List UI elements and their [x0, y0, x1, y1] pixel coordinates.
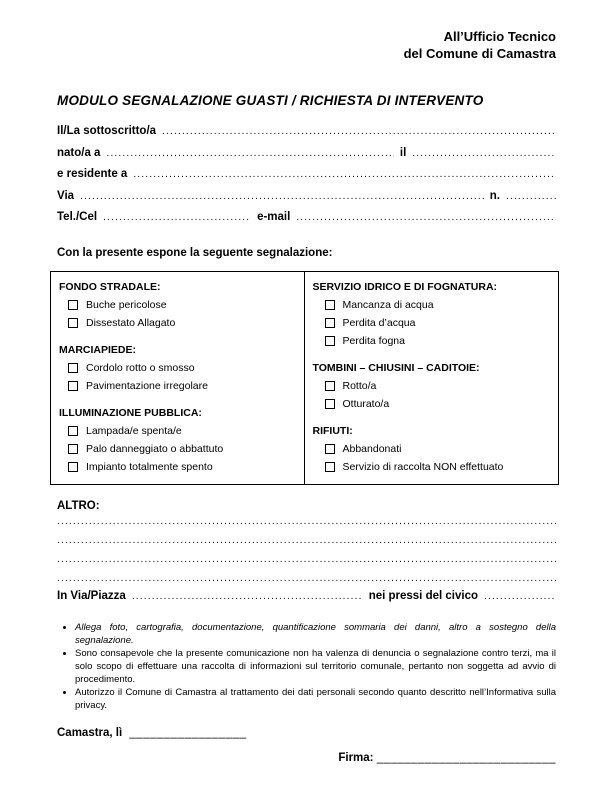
signature-row	[57, 752, 556, 764]
email-fill-line	[296, 212, 556, 223]
recipient-block	[57, 28, 556, 62]
checkbox-item	[313, 332, 551, 350]
checkbox[interactable]	[68, 426, 78, 436]
checkbox-item	[59, 422, 296, 440]
category-heading: FONDO STRADALE:	[59, 280, 161, 293]
form-title: MODULO SEGNALAZIONE GUASTI / RICHIESTA DI INTERVENTO	[57, 93, 484, 108]
sottoscritto-fill-line	[162, 126, 556, 137]
data-nascita-fill-line	[412, 148, 556, 159]
checkbox[interactable]	[325, 399, 335, 409]
categories-column-left	[51, 272, 305, 484]
residente-fill-line	[133, 169, 556, 180]
checkbox-label: Lampada/e spenta/e	[86, 424, 182, 437]
checkbox[interactable]	[68, 444, 78, 454]
categories-column-right	[305, 272, 559, 484]
checkbox-label: Buche pericolose	[86, 298, 167, 311]
notes-list	[57, 621, 556, 712]
via-piazza-fill-line	[132, 591, 363, 602]
email-label: e-mail	[257, 211, 291, 223]
category-rifiuti	[313, 422, 551, 476]
field-contatti	[57, 211, 556, 233]
category-heading: RIFIUTI:	[312, 424, 353, 437]
checkbox-label: Servizio di raccolta NON effettuato	[342, 460, 504, 473]
altro-fill-line	[57, 569, 556, 588]
category-servizio-idrico	[313, 278, 551, 350]
checkbox[interactable]	[68, 300, 78, 310]
il-label: il	[399, 146, 407, 159]
checkbox-item	[313, 314, 551, 332]
field-sottoscritto	[57, 125, 556, 147]
altro-heading: ALTRO:	[57, 499, 100, 512]
recipient-line-2: del Comune di Camastra	[403, 46, 556, 61]
checkbox-label: Perdita fogna	[342, 334, 405, 347]
checkbox-item	[59, 458, 296, 476]
numero-civico-fill-line	[506, 191, 556, 202]
checkbox[interactable]	[325, 462, 335, 472]
checkbox-label: Abbandonati	[342, 442, 402, 455]
checkbox[interactable]	[68, 381, 78, 391]
civico-fill-line	[484, 591, 556, 602]
nato-label: nato/a a	[57, 146, 101, 159]
checkbox-item	[59, 377, 296, 395]
firma-label: Firma:	[338, 752, 374, 764]
category-heading: MARCIAPIEDE:	[59, 343, 137, 356]
via-label: Via	[57, 189, 75, 202]
via-piazza-label: In Via/Piazza	[57, 589, 126, 602]
category-illuminazione	[59, 404, 296, 476]
checkbox-item	[313, 395, 551, 413]
note-item: • Allega foto, cartografia, documentazione, quantificazione sommaria dei danni, altro a sostegno della segnalazione.	[75, 621, 556, 647]
checkbox[interactable]	[325, 300, 335, 310]
date-place-label: Camastra, lì	[57, 727, 123, 739]
altro-fill-line	[57, 531, 556, 550]
checkbox-item	[313, 296, 551, 314]
residente-label: e residente a	[57, 168, 128, 180]
checkbox-item	[59, 440, 296, 458]
checkbox[interactable]	[68, 462, 78, 472]
checkbox-item	[59, 296, 296, 314]
category-heading: TOMBINI – CHIUSINI – CADITOIE:	[312, 361, 480, 374]
location-row	[57, 590, 556, 612]
category-heading: SERVIZIO IDRICO E DI FOGNATURA:	[312, 280, 498, 293]
sottoscritto-label: Il/La sottoscritto/a	[57, 125, 157, 137]
checkbox-item	[59, 314, 296, 332]
recipient-line-1: All’Ufficio Tecnico	[443, 29, 556, 44]
date-row	[57, 727, 556, 739]
checkbox[interactable]	[325, 381, 335, 391]
checkbox[interactable]	[68, 318, 78, 328]
altro-fill-line	[57, 512, 556, 531]
field-via	[57, 190, 556, 212]
checkbox-label: Perdita d’acqua	[342, 316, 416, 329]
checkbox-label: Otturato/a	[342, 397, 390, 410]
nato-fill-line	[106, 148, 393, 159]
checkbox-item	[59, 359, 296, 377]
field-nato	[57, 147, 556, 169]
tel-label: Tel./Cel	[57, 211, 98, 223]
personal-data-block	[57, 125, 556, 233]
date-fill-line: _________________	[129, 727, 247, 739]
checkbox[interactable]	[325, 318, 335, 328]
checkbox-label: Cordolo rotto o smosso	[86, 361, 195, 374]
tel-fill-line	[103, 212, 251, 223]
checkbox[interactable]	[68, 363, 78, 373]
checkbox-item	[313, 377, 551, 395]
checkbox-label: Palo danneggiato o abbattuto	[86, 442, 224, 455]
field-residente	[57, 168, 556, 190]
checkbox-item	[313, 458, 551, 476]
civico-label: nei pressi del civico	[368, 589, 478, 602]
via-fill-line	[80, 191, 484, 202]
note-item: • Sono consapevole che la presente comunicazione non ha valenza di denuncia o segnalazione contro terzi, ma il solo scopo di effettuare una raccolta di informazioni sul territorio comunale, pertanto non soggetta ad avvio di procedimento.	[75, 647, 556, 686]
checkbox[interactable]	[325, 444, 335, 454]
checkbox-label: Mancanza di acqua	[342, 298, 434, 311]
checkbox-label: Rotto/a	[342, 379, 377, 392]
category-tombini	[313, 359, 551, 413]
altro-fill-line	[57, 550, 556, 569]
category-heading: ILLUMINAZIONE PUBBLICA:	[59, 406, 202, 419]
numero-civico-label: n.	[489, 189, 500, 202]
checkbox-label: Dissestato Allagato	[86, 316, 176, 329]
categories-table	[50, 271, 559, 485]
firma-fill-line: __________________________	[376, 752, 556, 764]
category-fondo-stradale	[59, 278, 296, 332]
checkbox[interactable]	[325, 336, 335, 346]
note-item: • Autorizzo il Comune di Camastra al trattamento dei dati personali secondo quanto descritto nell’Informativa sulla privacy.	[75, 686, 556, 712]
checkbox-label: Impianto totalmente spento	[86, 460, 213, 473]
segnalazione-intro: Con la presente espone la seguente segnalazione:	[57, 246, 333, 259]
category-marciapiede	[59, 341, 296, 395]
checkbox-item	[313, 440, 551, 458]
checkbox-label: Pavimentazione irregolare	[86, 379, 208, 392]
